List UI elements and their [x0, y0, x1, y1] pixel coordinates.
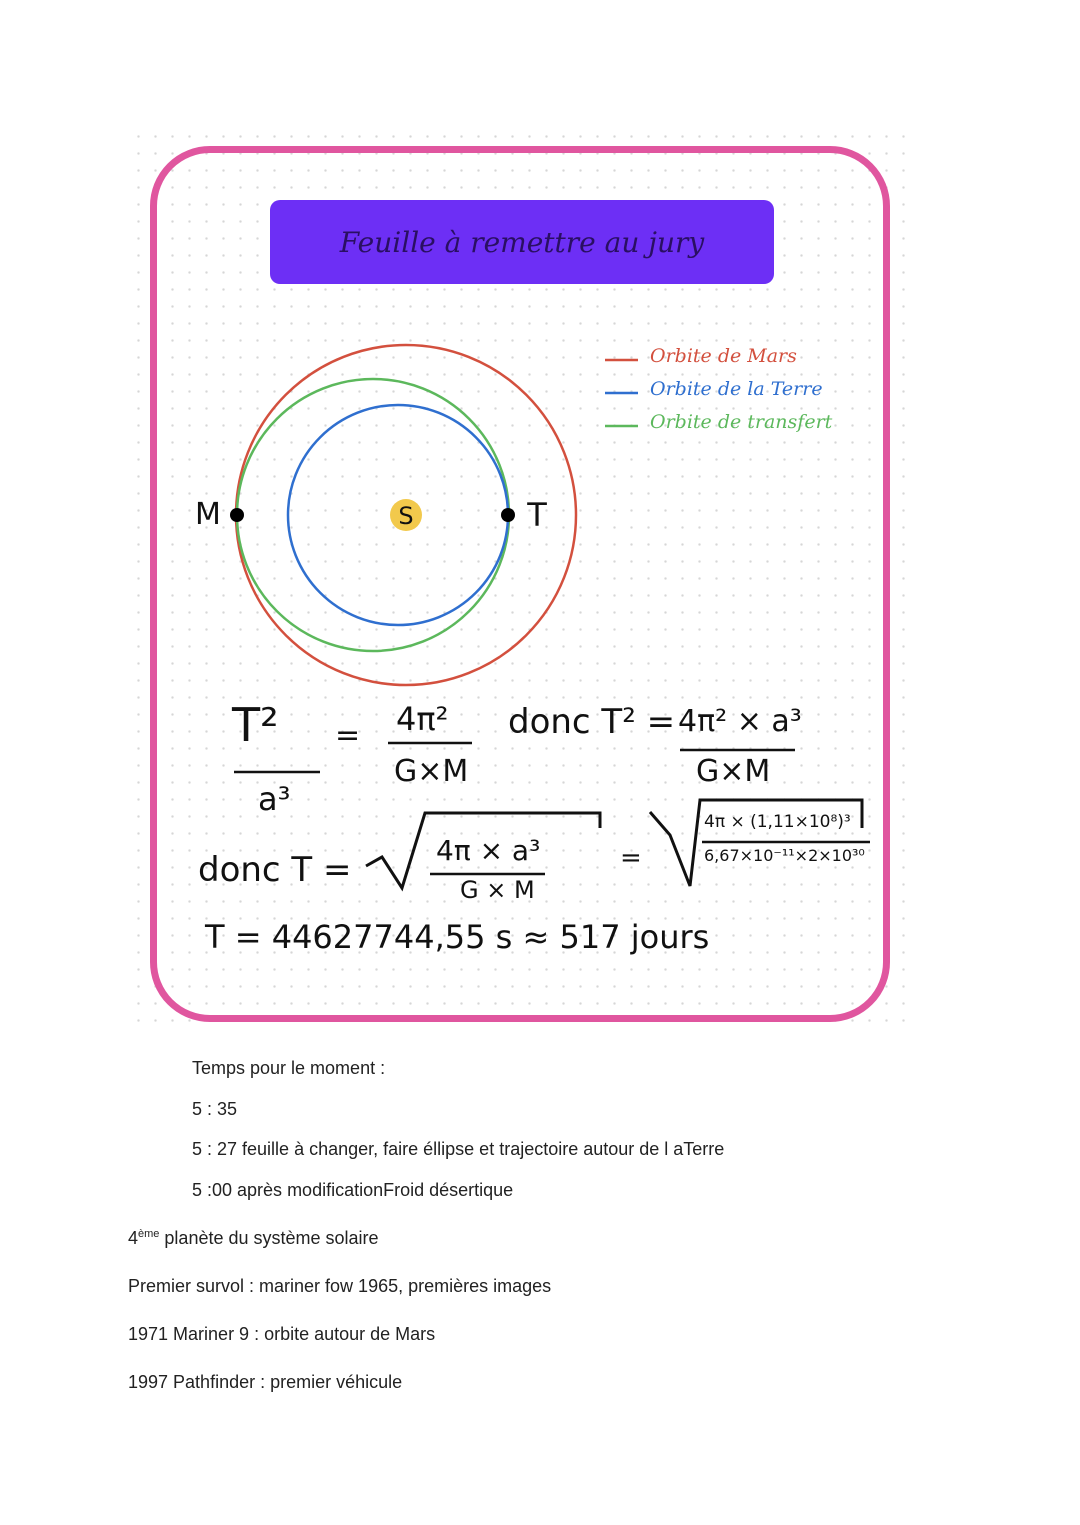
donc-t: donc T =	[198, 850, 352, 890]
time-entry-3: 5 :00 après modificationFroid désertique	[192, 1180, 514, 1200]
legend-label-earth: Orbite de la Terre	[650, 378, 823, 400]
fact-1-number: 4	[128, 1228, 139, 1248]
time-heading: Temps pour le moment :	[192, 1058, 386, 1078]
kepler-rhs-numerator: 4π²	[396, 700, 449, 738]
legend-label-mars: Orbite de Mars	[650, 345, 797, 367]
kepler-lhs-denominator: a³	[258, 780, 291, 818]
mars-point	[230, 508, 244, 522]
sqrt1-denominator: G × M	[460, 876, 535, 904]
transfer-orbit	[237, 379, 509, 651]
banner-title: Feuille à remettre au jury	[339, 225, 705, 259]
earth-point	[501, 508, 515, 522]
point-t-label: T	[527, 496, 547, 534]
equals-2: =	[620, 843, 642, 873]
kepler-rhs-denominator: G×M	[394, 754, 469, 789]
time-entry-2: 5 : 27 feuille à changer, faire éllipse et trajectoire autour de l aTerre	[192, 1139, 725, 1159]
fact-planet-rank	[128, 1228, 379, 1249]
fact-1-sup: ème	[138, 1228, 160, 1240]
fact-first-flyby: Premier survol : mariner fow 1965, premières images	[128, 1276, 552, 1296]
kepler-equals: =	[335, 718, 361, 753]
fact-pathfinder: 1997 Pathfinder : premier véhicule	[128, 1372, 403, 1392]
sqrt2-denominator: 6,67×10⁻¹¹×2×10³⁰	[704, 846, 865, 865]
kepler-lhs-numerator: T²	[232, 698, 279, 752]
donc-t-squared: donc T² =	[508, 702, 676, 742]
legend-label-transfer: Orbite de transfert	[650, 411, 833, 433]
time-entry-1: 5 : 35	[192, 1099, 238, 1119]
fact-mariner-9: 1971 Mariner 9 : orbite autour de Mars	[128, 1324, 436, 1344]
t2-denominator: G×M	[696, 754, 771, 789]
sun-label: S	[398, 502, 414, 530]
t2-numerator: 4π² × a³	[678, 704, 802, 739]
sqrt1-numerator: 4π × a³	[436, 834, 541, 867]
sqrt2-numerator: 4π × (1,11×10⁸)³	[704, 812, 851, 832]
fact-1-rest: planète du système solaire	[159, 1228, 379, 1248]
result-line: T = 44627744,55 s ≈ 517 jours	[205, 918, 710, 956]
point-m-label: M	[195, 497, 221, 532]
